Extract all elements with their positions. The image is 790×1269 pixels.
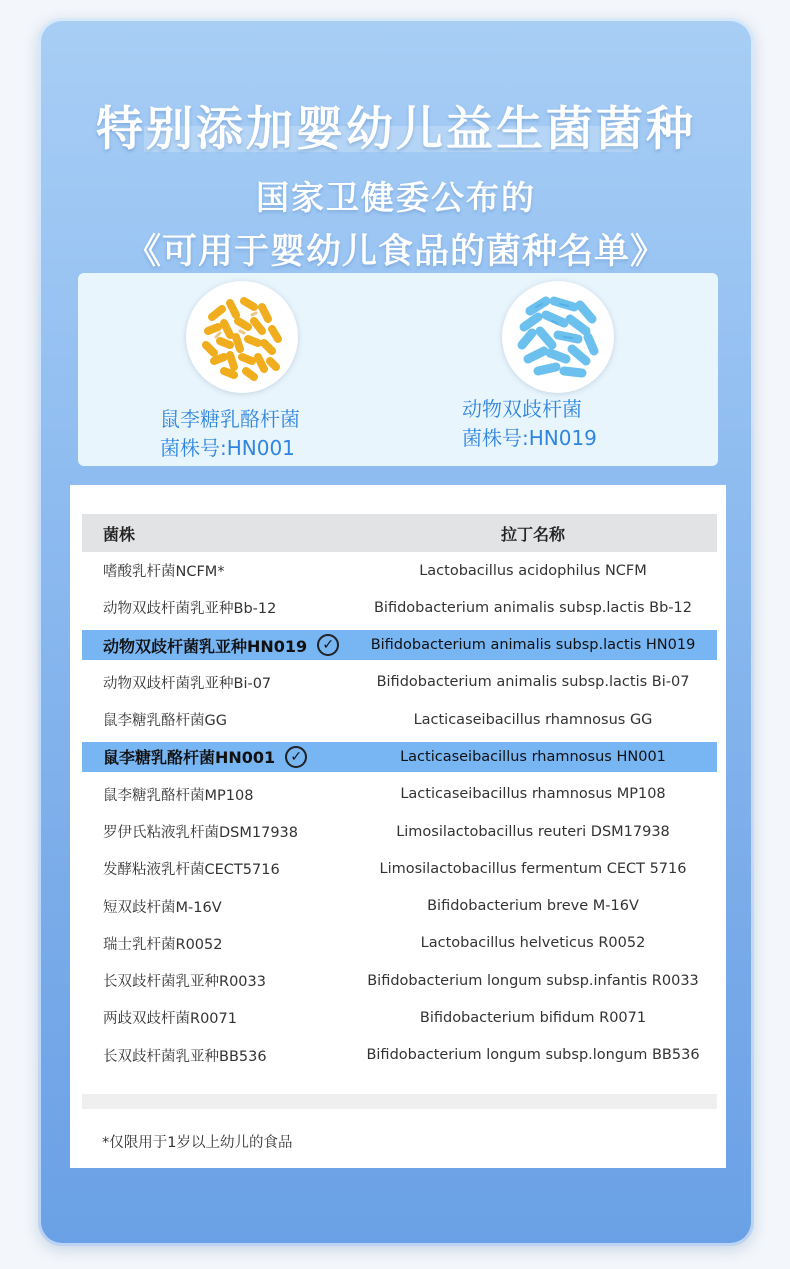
table-row [82,701,717,738]
table-row [82,664,717,701]
latin-cell: Lacticaseibacillus rhamnosus GG [413,711,653,728]
strain-cell: 鼠李糖乳酪杆菌MP108 [103,787,254,804]
table-header [82,514,717,552]
check-circle-icon: ✓ [317,634,339,656]
strain-cell [82,634,359,657]
table-row-highlighted [82,630,717,660]
table-footer-bar [82,1094,717,1109]
latin-cell: Bifidobacterium bifidum R0071 [419,1009,647,1026]
table-row [82,589,717,626]
latin-cell: Lactobacillus acidophilus NCFM [419,562,647,579]
table-row [82,925,717,962]
table-row [82,999,717,1036]
strain-cell: 嗜酸乳杆菌NCFM* [103,564,225,581]
latin-cell: Lacticaseibacillus rhamnosus MP108 [400,786,666,803]
strain-cell: 长双歧杆菌乳亚种R0033 [103,974,266,991]
header-strain: 菌株 [103,524,136,544]
latin-cell: Lacticaseibacillus rhamnosus HN001 [400,748,666,765]
strain-cell: 动物双歧杆菌乳亚种Bi-07 [103,675,272,692]
latin-cell: Bifidobacterium animalis subsp.lactis Bb-12 [373,599,693,616]
header-latin-name: 拉丁名称 [500,524,565,544]
featured-strain-code: 菌株号:HN019 [462,426,597,450]
table-row [82,887,717,924]
table-body [82,552,717,1074]
latin-cell: Limosilactobacillus reuteri DSM17938 [396,823,670,840]
featured-strain-hn001 [148,281,408,463]
subtitle-list-name: 《可用于婴幼儿食品的菌种名单》 [125,232,666,272]
page-title: 特别添加婴幼儿益生菌菌种 [96,102,696,157]
latin-cell: Bifidobacterium longum subsp.infantis R0033 [367,972,699,989]
strain-table [70,485,726,1168]
table-row [82,776,717,813]
rod-bacteria-blue-icon [502,281,614,393]
strain-cell: 两歧双歧杆菌R0071 [103,1011,237,1028]
strain-label: 动物双歧杆菌乳亚种HN019 [103,636,308,656]
featured-strain-name: 动物双歧杆菌 [462,397,582,421]
strain-cell: 发酵粘液乳杆菌CECT5716 [103,862,280,879]
check-circle-icon: ✓ [285,746,307,768]
latin-cell: Bifidobacterium longum subsp.longum BB536 [366,1047,700,1064]
latin-cell: Bifidobacterium animalis subsp.lactis Bi-07 [376,674,690,691]
featured-strains [78,273,718,466]
table-row [82,813,717,850]
strain-label: 鼠李糖乳酪杆菌HN001 [103,748,276,768]
strain-cell [82,745,359,768]
latin-cell: Limosilactobacillus fermentum CECT 5716 [379,860,687,877]
rod-bacteria-orange-icon [186,281,298,393]
strain-cell: 长双歧杆菌乳亚种BB536 [103,1048,267,1065]
strain-cell: 短双歧杆菌M-16V [103,899,222,916]
footnote: *仅限用于1岁以上幼儿的食品 [102,1135,293,1151]
subtitle-authority: 国家卫健委公布的 [256,178,536,217]
featured-strain-hn019 [462,281,726,453]
strain-cell: 瑞士乳杆菌R0052 [103,936,223,953]
main-panel [38,18,754,1246]
strain-cell: 鼠李糖乳酪杆菌GG [103,713,227,730]
table-row [82,962,717,999]
latin-cell: Lactobacillus helveticus R0052 [420,935,646,952]
featured-strain-code: 菌株号:HN001 [160,436,295,460]
table-row [82,1037,717,1074]
table-row [82,850,717,887]
strain-cell: 罗伊氏粘液乳杆菌DSM17938 [103,825,299,841]
latin-cell: Bifidobacterium breve M-16V [427,898,639,915]
table-row [82,552,717,589]
featured-strain-name: 鼠李糖乳酪杆菌 [160,407,300,431]
latin-cell: Bifidobacterium animalis subsp.lactis HN019 [370,637,696,654]
strain-cell: 动物双歧杆菌乳亚种Bb-12 [103,601,277,618]
table-row-highlighted [82,742,717,772]
